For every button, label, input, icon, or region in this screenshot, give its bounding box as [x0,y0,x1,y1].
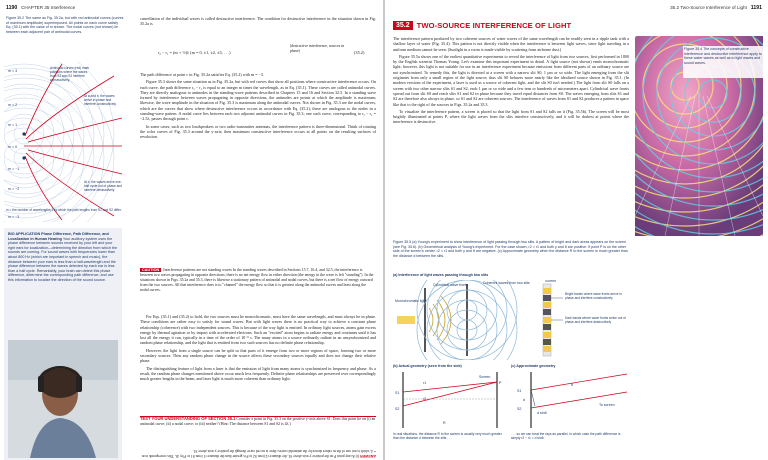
paragraph-2: Figure 35.3 shows the same situation as in Fig. 35.2a, but with red curves that show all positions where constructive interference occurs. On each curve, the path difference r₂ − r₁ is equal to an integer m times the wavelength, as in Eq. (35.1). These curves are called antinodal curves. They are directly analogous to antinodes in the standing-wave patterns described in Chapters 15 and 16 and Section 32.5. In a standing wave formed by interference between waves propagating in opposite directions, the antinodes are points at which the amplitude is maximum; likewise, the wave amplitude in the situation of Fig. 35.3 is maximum along the antinodal curves. Not shown in Fig. 35.3 are the nodal curves, which are the curves that show where destructive interference occurs in accordance with Eq. (35.2); these are analogous to the nodes in a standing-wave pattern. A nodal curve lies between each two adjacent antinodal curves in Fig. 35.3; one such curve, corresponding to r₂ − r₁ = −2.5λ, passes through point c. [140,79,376,122]
page-number-right: 1191 [750,5,762,11]
s2-label-b: S2 [395,407,400,411]
section-paragraph-1: The interference pattern produced by two coherent sources of water waves of the same wavelength can be readily seen in a ripple tank with a shallow layer of water (Fig. 35.4). This pattern is not directly visible when the interference is between light waves, since light traveling in a uniform medium cannot be seen. (Sunlight in a room is made visible by scattering from airborne dust.) [393,36,629,52]
label-bright-bands: Bright bands where wave fronts arrive in phase and interfere constructively [565,292,622,300]
actual-geometry-diagram [393,370,505,430]
student-listening-photo [8,340,118,458]
paragraph-4: For Eqs. (35.1) and (35.2) to hold, the two sources must be monochromatic, must have the same wavelength, and must always be in phase. These conditions are rather easy to satisfy for sound waves. But with light waves there is no practical way to achieve a constant phase relationship (coherence) with two independent sources. This is because of the way light is emitted. In ordinary light sources, atoms gain excess energy by thermal agitation or by impact with accelerated electrons. Such an "excited" atom begins to radiate energy and continues until it has lost all the energy it can, typically in a time of the order of 10⁻⁸ s. The many atoms in a source ordinarily radiate in an unsynchronized and random phase relationship, and the light that is emitted from two such sources has no definite phase relationship. [140,314,376,346]
figure-b-note: In real situations, the distance R to the screen is usually very much greater than the distance d between the slits . . . [393,432,502,441]
bio-heading: BIO APPLICATION Phase Difference, Path Difference, and Localization in Human Hearing [8,232,109,241]
section-number: 35.2 [393,21,413,30]
theta-label-c: θ [571,383,573,387]
figure-b-title: (b) Actual geometry (seen from the side) [393,364,462,368]
paragraph-1: The path difference at point c in Fig. 35.2a satisfies Eq. (35.2) with m = −3. [140,72,264,77]
paragraph-6: The distinguishing feature of light from a laser is that the emission of light from many atoms is synchronized in frequency and phase. As a result, the random phase changes mentioned above occur much less frequently. Definite phase relationships are preserved over correspondingly much greater lengths in the beam, and laser light is much more coherent than ordinary light. [140,365,376,382]
dsin-label-c: d sinθ [537,411,547,415]
section-heading [393,18,625,32]
label-coherent: Coherent waves from two slits [483,281,530,285]
equation-body: r₂ − r₁ = (m + ½)λ (m = 0, ±1, ±2, ±3, . . .) [158,50,231,55]
caution-text: Interference patterns are not standing waves In the standing waves described in Sections 15.7, 16.4, and 32.5, the interference is between two waves propagating in opposite directions; there is no net energy flow in either direction (the energy in the wave is left "standing"). In the situations shown in Figs. 35.2a and 35.3, there is likewise a stationary pattern of antinodal and nodal curves, but there is a net flow of energy outward from the two sources. All that interference does is to "channel" the energy flow so that it is greatest along the antinodal curves and least along the nodal curves. [140,268,374,292]
approximate-geometry-diagram [511,370,631,430]
m-label-neg2: m = −2 [8,187,20,191]
bio-application-box [4,228,122,460]
label-monochromatic: Monochromatic light [395,299,427,303]
d-label-c: d [523,398,525,402]
tyu-question: Consider a point in Fig. 35.3 on the positive y-axis above S1. Does this point lie on (i) an antinodal curve; (ii) a nodal curve; or (iii) neither? (Hint: The distance between S1 and S2 is 4λ.) [140,417,376,426]
r1-label-b: r1 [423,381,427,385]
callout-antinodal: Antinodal curves (red) mark positions where the waves from S1 and S2 interfere constructively. [50,66,90,82]
answer-heading: ANSWER [360,454,376,458]
equation-35-2 [140,44,376,66]
bio-body: Your auditory system uses the phase difference between sounds received by your left and your right ears for localization—determining the direction from which the sounds are coming. For sound waves with frequencies lower than about 800 Hz (which are important in speech and music), the distance between your ears is less than a half-wavelength and the phase difference between the waves detected by each ear is less than a half cycle. Remarkably, your brain can detect this phase difference, determine the corresponding path difference, and use this information to localize the direction of the sound source. [8,236,118,282]
callout-destructive: At c, the waves arrive one-half cycle out of phase and interfere destructively. [84,180,122,192]
running-head-right [670,5,762,11]
m-label-3: m = 3 [8,69,18,73]
paragraph-3: In some cases, such as two loudspeakers or two radio-transmitter antennas, the interference pattern is three-dimensional. Think of rotating the color curves of Fig. 35.3 around the y-axis; then maximum constructive interference occurs at all points on the resulting surfaces of revolution. [140,123,376,140]
section-title: TWO-SOURCE INTERFERENCE OF LIGHT [416,20,572,30]
m-label-2: m = 2 [8,103,18,107]
intro-paragraph [140,16,376,46]
upside-down-answer [140,440,376,458]
equation-label: (destructive interference, sources in phase) [290,44,345,53]
label-screen-a: Screen [545,280,557,283]
figure-a-title: (a) Interference of light waves passing through two slits [393,273,489,277]
s1-label-c: S1 [517,389,522,393]
to-screen-label: To screen [599,403,615,407]
caution-box [140,268,374,310]
bio-text-block [8,232,118,283]
m-label-neg1: m = −1 [8,167,20,171]
section-paragraph-2: Figure 35.5a shows one of the earliest quantitative experiments to reveal the interference of light from two sources, first performed in 1800 by the English scientist Thomas Young. Let's examine this important experiment in detail. A light source (not shown) emits monochromatic light; however, this light is not suitable for use in an interference experiment because emissions from different parts of an ordinary source are not synchronized. To remedy this, the light is directed at a screen with a narrow slit S0, 1 μm or so wide. The light emerging from the slit originates from only a small region of the light source; thus slit S0 behaves more nearly like the idealized source shown in Fig. 35.1. (In modern versions of the experiment, a laser is used as a source of coherent light, and the slit S0 isn't needed.) The light from slit S0 falls on a screen with two other narrow slits S1 and S2, each 1 μm or so wide and a few tens or hundreds of micrometers apart. Cylindrical wave fronts spread out from slit S0 and reach slits S1 and S2 in phase because they travel equal distances from S0. The waves emerging from slits S1 and S2 are therefore also always in phase, so S1 and S2 are coherent sources. The interference of waves from S1 and S2 produces a pattern in space like that to the right of the sources in Figs. 35.2a and 35.3. [393,53,629,107]
answer-text: (i) At any point P on the positive y-axis above S1, the distance r2 from S2 to P is greater than the distance r1 from S1 to P by 4λ. This corresponds to m = 4, which is not one of the m values shown by the antinodal curves; there is no red curve through the positive y-axis above S1. [141,449,376,458]
figure-35-4-caption: Figure 35.4 The concepts of constructive interference and destructive interference apply to these water waves as well as to light waves and sound waves. [683,46,765,78]
equation-number: (35.2) [354,50,365,55]
section-running-title: 35.2 Two-Source Interference of Light [670,5,747,10]
label-dark-bands: Dark bands where wave fronts arrive out of phase and interfere destructively [565,316,626,324]
running-head-left [6,5,75,11]
section-body-text [393,36,629,242]
s2-label-c: S2 [517,407,522,411]
page-number-left: 1190 [6,5,18,11]
figure-c-title: (c) Approximate geometry [511,364,556,368]
figure-caption: Figure 35.2 The same as Fig. 35.2a, but with red antinodal curves (curves of maximum amplitude) superimposed. All points on each curve satisfy Eq. (35.1) with the value of m shown. The nodal curves (not shown) lie between each adjacent pair of antinodal curves. [6,16,124,34]
m-label-1: m = 1 [8,123,18,127]
callout-m-definition: m = the number of wavelengths λ by which the path lengths from S1 and S2 differ. [6,208,122,212]
m-label-neg3: m = −3 [8,215,20,219]
callout-constructive: At a and b, the waves arrive in phase and interfere constructively. [84,94,117,106]
screen-label-b: Screen [479,375,491,379]
s1-label-b: S1 [395,391,400,395]
right-page [385,0,768,460]
body-text-1 [140,72,376,266]
section-paragraph-3: To visualize the interference pattern, a screen is placed so that the light from S1 and S2 falls on it (Fig. 35.5b). The screen will be most brightly illuminated at points P, where the light waves from the slits interfere constructively, and it will be darkest at points where the interference is destructive. [393,108,629,125]
figure-c-note: . . . so we can treat the rays as parallel, in which case the path difference is simply r2 − r1 = d sinθ. [511,432,621,441]
intro-text: cancellation of the individual waves is called destructive interference. The condition for destructive interference in the situation shown in Fig. 35.2a is [140,16,376,27]
r2-label-b: r2 [423,397,427,401]
figure-35-5-caption: Figure 35.5 (a) Young's experiment to show interference of light passing through two slits. A pattern of bright and dark areas appears on the screen (see Fig. 35.6). (b) Geometrical analysis of Young's experiment. For the case shown, r2 > r1 and both y and θ are positive. If point P is on the other side of the screen's center, r2 < r1 and both y and θ are negative. (c) Approximate geometry when the distance R to the screen is much greater than the distance d between the slits. [393,240,628,258]
chapter-title: CHAPTER 35 Interference [21,5,76,10]
body-text-2 [140,314,376,414]
test-your-understanding [140,416,376,439]
tyu-heading: TEST YOUR UNDERSTANDING OF SECTION 35.1 [140,416,236,421]
p-label-b: P [499,381,502,385]
left-page [0,0,383,460]
m-label-0: m = 0 [8,145,18,149]
caution-tag: CAUTION [142,268,160,272]
paragraph-5: However, the light from a single source can be split so that parts of it emerge from two or more regions of space, forming two or more secondary sources. Then any random phase change in the source affects these secondary sources equally and does not change their relative phase. [140,347,376,364]
label-cylindrical: Cylindrical wave fronts [433,283,469,287]
r-label-b: R [443,421,446,425]
